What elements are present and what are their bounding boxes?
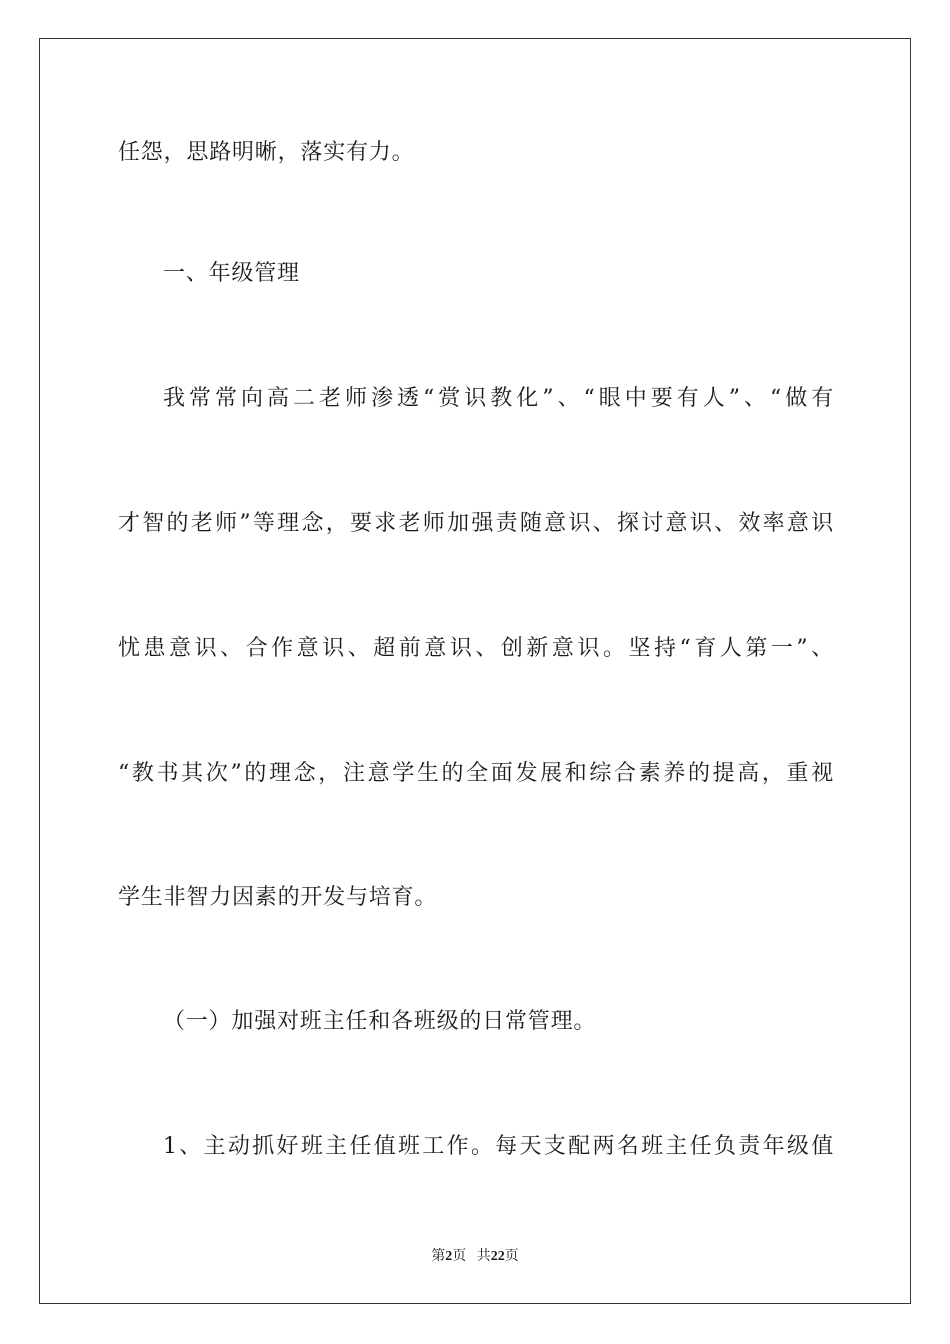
footer-total-number: 22 xyxy=(490,1249,505,1264)
text-line-1: 任怨，思路明晰，落实有力。 xyxy=(118,140,415,165)
text-line-9: 1、主动抓好班主任值班工作。每天支配两名班主任负责年级值 xyxy=(163,1134,834,1159)
section-heading: 一、年级管理 xyxy=(163,261,300,286)
text-line-5: 忧患意识、合作意识、超前意识、创新意识。坚持“育人第一”、 xyxy=(118,636,834,661)
text-line-3: 我常常向高二老师渗透“赏识教化”、“眼中要有人”、“做有 xyxy=(163,386,834,411)
footer-total-prefix: 共 xyxy=(476,1249,491,1264)
page-footer xyxy=(0,1248,950,1266)
footer-page-prefix: 第 xyxy=(431,1249,446,1264)
page-border xyxy=(39,38,911,1304)
footer-page-number: 2 xyxy=(445,1249,453,1264)
text-line-6: “教书其次”的理念，注意学生的全面发展和综合素养的提高，重视 xyxy=(118,761,834,786)
footer-page-suffix: 页 xyxy=(452,1249,467,1264)
text-line-4: 才智的老师”等理念，要求老师加强责随意识、探讨意识、效率意识 xyxy=(118,511,834,536)
subsection-heading: （一）加强对班主任和各班级的日常管理。 xyxy=(163,1009,597,1034)
footer-total-suffix: 页 xyxy=(504,1249,519,1264)
text-line-7: 学生非智力因素的开发与培育。 xyxy=(118,885,438,910)
